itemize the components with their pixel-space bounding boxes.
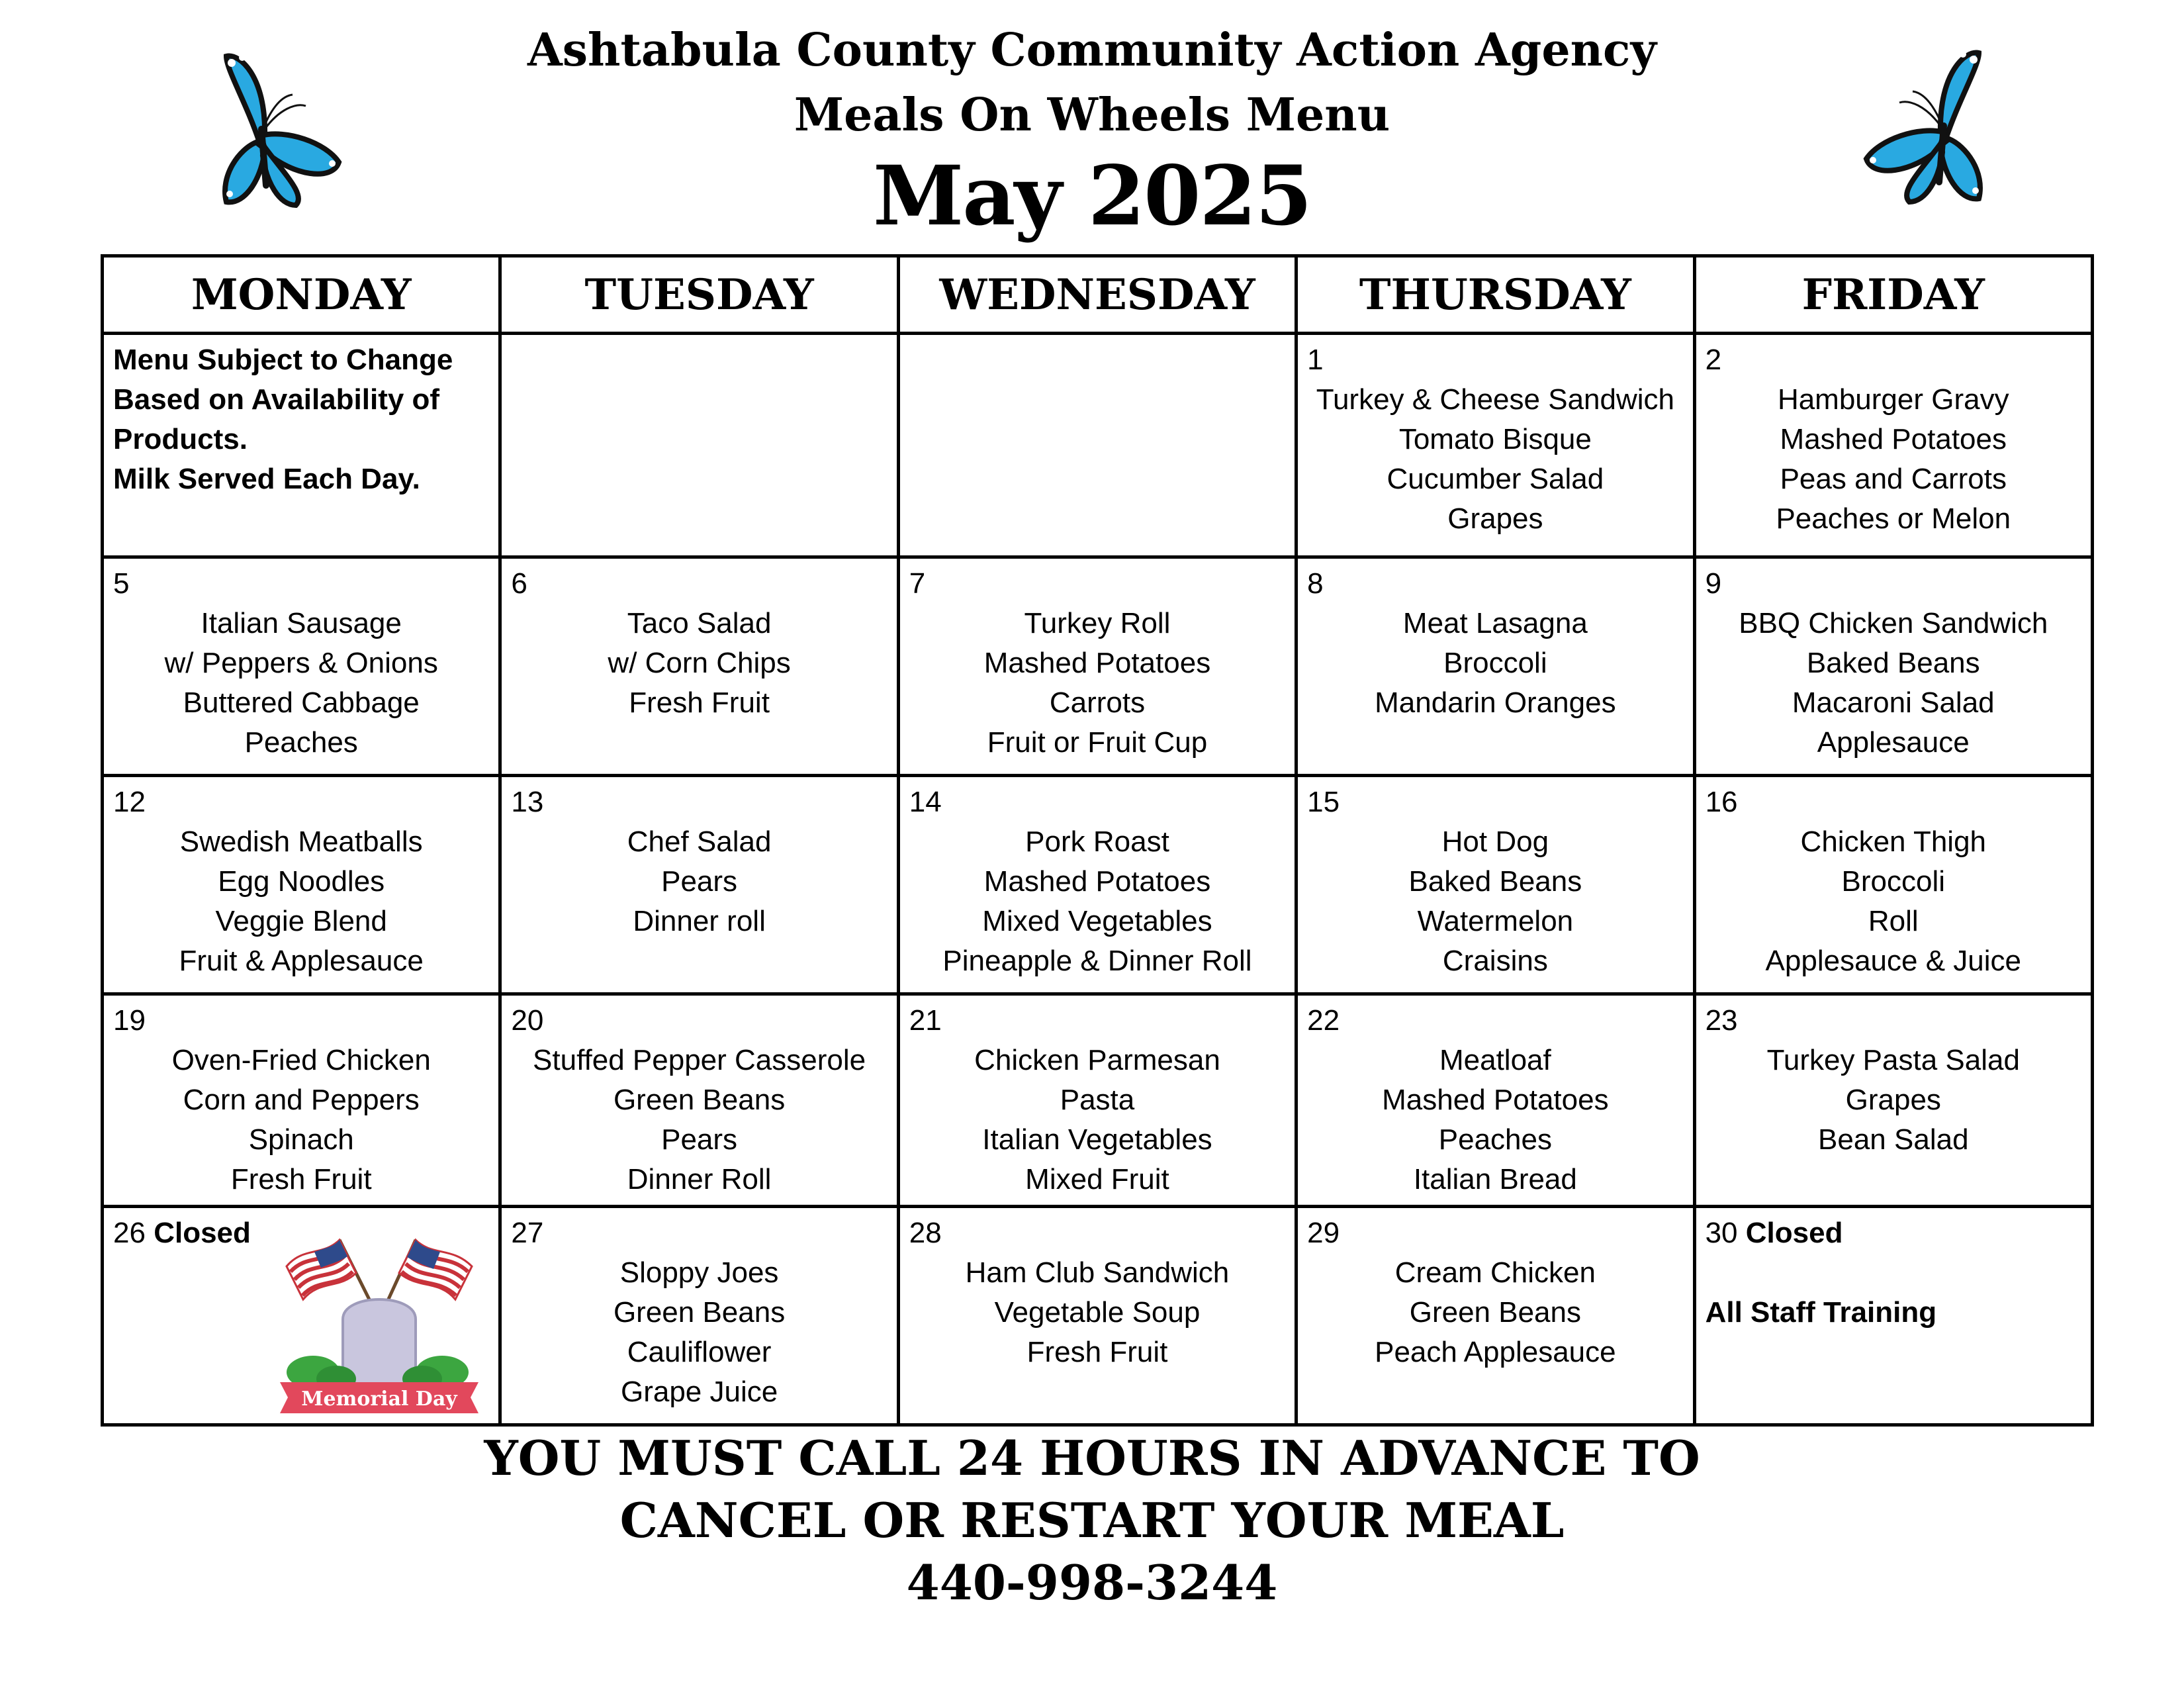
- menu-item: Peach Applesauce: [1375, 1336, 1616, 1368]
- day-cell: [1297, 557, 1694, 776]
- menu-item: Cucumber Salad: [1387, 463, 1604, 495]
- menu-item: Peaches: [244, 726, 358, 759]
- day-cell: [1694, 334, 2092, 557]
- day-cell: [1694, 776, 2092, 994]
- menu-item: Carrots: [1049, 686, 1146, 719]
- day-number: 13: [511, 786, 544, 818]
- menu-item: Peas and Carrots: [1780, 463, 2007, 495]
- menu-item: Mixed Vegetables: [982, 905, 1212, 937]
- menu-item: Hot Dog: [1441, 825, 1549, 858]
- day-number-value: 30: [1705, 1217, 1738, 1249]
- menu-item: Cauliflower: [627, 1336, 772, 1368]
- note-line: Based on Availability of: [113, 383, 440, 416]
- header-tuesday: TUESDAY: [500, 256, 898, 334]
- day-cell: [103, 557, 500, 776]
- day-number: 23: [1705, 1004, 1738, 1037]
- menu-item: Broccoli: [1841, 865, 1946, 898]
- menu-item: Craisins: [1442, 945, 1548, 977]
- menu-item: w/ Peppers & Onions: [164, 647, 438, 679]
- day-cell: [500, 1207, 898, 1425]
- day-number: 28: [909, 1217, 942, 1249]
- butterfly-icon: [1860, 40, 2032, 205]
- day-number: 19: [113, 1004, 146, 1037]
- day-number: 12: [113, 786, 146, 818]
- day-cell: [898, 1207, 1296, 1425]
- menu-item: Green Beans: [1409, 1296, 1581, 1329]
- header-monday: MONDAY: [103, 256, 500, 334]
- month-title: May 2025: [873, 148, 1311, 244]
- header-wednesday: WEDNESDAY: [898, 256, 1296, 334]
- menu-item: Chef Salad: [627, 825, 772, 858]
- menu-item: Turkey Roll: [1024, 607, 1171, 639]
- day-cell: [1694, 557, 2092, 776]
- day-cell: [1297, 776, 1694, 994]
- menu-item: Italian Vegetables: [982, 1123, 1212, 1156]
- menu-item: Mixed Fruit: [1025, 1163, 1169, 1196]
- day-number: 27: [511, 1217, 544, 1249]
- day-cell: [1694, 1207, 2092, 1425]
- day-cell: [898, 994, 1296, 1207]
- empty-day-cell: [500, 334, 898, 557]
- day-number: 14: [909, 786, 942, 818]
- menu-item: Grapes: [1447, 502, 1543, 535]
- menu-item: Hamburger Gravy: [1777, 383, 2009, 416]
- menu-item: Mashed Potatoes: [983, 647, 1211, 679]
- phone-number: 440-998-3244: [906, 1554, 1278, 1611]
- note-line: Products.: [113, 423, 248, 455]
- organization-title: Ashtabula County Community Action Agency: [527, 24, 1657, 77]
- menu-item: Pork Roast: [1025, 825, 1169, 858]
- menu-item: Watermelon: [1417, 905, 1574, 937]
- menu-item: Egg Noodles: [218, 865, 385, 898]
- menu-item: Dinner roll: [633, 905, 766, 937]
- menu-item: Broccoli: [1443, 647, 1547, 679]
- menu-item: Fresh Fruit: [629, 686, 770, 719]
- menu-item: Peaches: [1438, 1123, 1552, 1156]
- menu-item: Pears: [661, 1123, 738, 1156]
- week-row: [103, 994, 2093, 1207]
- staff-training-note: All Staff Training: [1705, 1296, 1937, 1329]
- menu-item: Italian Bread: [1413, 1163, 1577, 1196]
- menu-item: Taco Salad: [627, 607, 772, 639]
- note-line: Menu Subject to Change: [113, 344, 453, 376]
- week-row: [103, 334, 2093, 557]
- memorial-day-icon: [273, 1220, 485, 1419]
- day-number: 5: [113, 567, 130, 600]
- menu-item: Dinner Roll: [627, 1163, 772, 1196]
- week-row: [103, 1207, 2093, 1425]
- weekday-header-row: [103, 256, 2093, 334]
- day-cell: [1694, 994, 2092, 1207]
- day-cell: [500, 776, 898, 994]
- menu-item: Turkey Pasta Salad: [1766, 1044, 2020, 1076]
- menu-item: Fruit & Applesauce: [179, 945, 424, 977]
- menu-subtitle: Meals On Wheels Menu: [794, 89, 1390, 142]
- menu-item: Oven-Fried Chicken: [171, 1044, 431, 1076]
- day-number: 16: [1705, 786, 1738, 818]
- menu-item: Pineapple & Dinner Roll: [942, 945, 1252, 977]
- day-cell: [103, 776, 500, 994]
- menu-item: Baked Beans: [1806, 647, 1980, 679]
- menu-item: Green Beans: [613, 1084, 786, 1116]
- menu-item: Mashed Potatoes: [1382, 1084, 1609, 1116]
- cancel-notice-line2: CANCEL OR RESTART YOUR MEAL: [619, 1492, 1565, 1548]
- menu-item: Pasta: [1060, 1084, 1135, 1116]
- cancel-notice-line1: YOU MUST CALL 24 HOURS IN ADVANCE TO: [484, 1430, 1700, 1486]
- menu-item: w/ Corn Chips: [608, 647, 791, 679]
- menu-calendar: [101, 254, 2094, 1427]
- svg-text:Memorial Day: Memorial Day: [301, 1387, 458, 1411]
- day-number: 9: [1705, 567, 1722, 600]
- menu-item: Buttered Cabbage: [183, 686, 420, 719]
- empty-day-cell: [898, 334, 1296, 557]
- menu-item: Cream Chicken: [1394, 1256, 1596, 1289]
- closed-label: Closed: [1745, 1217, 1843, 1249]
- header-thursday: THURSDAY: [1297, 256, 1694, 334]
- day-cell: [103, 994, 500, 1207]
- menu-note-cell: [103, 334, 500, 557]
- menu-item: Fresh Fruit: [230, 1163, 372, 1196]
- week-row: [103, 557, 2093, 776]
- header-friday: FRIDAY: [1694, 256, 2092, 334]
- menu-item: Vegetable Soup: [994, 1296, 1201, 1329]
- day-cell: [1297, 1207, 1694, 1425]
- menu-item: Turkey & Cheese Sandwich: [1316, 383, 1675, 416]
- menu-item: Baked Beans: [1408, 865, 1582, 898]
- menu-item: Mashed Potatoes: [983, 865, 1211, 898]
- menu-item: Fresh Fruit: [1026, 1336, 1168, 1368]
- day-number: 7: [909, 567, 926, 600]
- menu-item: Meatloaf: [1439, 1044, 1551, 1076]
- menu-item: Bean Salad: [1818, 1123, 1969, 1156]
- day-number: 15: [1307, 786, 1340, 818]
- note-line: Milk Served Each Day.: [113, 463, 420, 495]
- closed-label: Closed: [154, 1217, 251, 1249]
- menu-item: Swedish Meatballs: [179, 825, 423, 858]
- day-cell: [1297, 994, 1694, 1207]
- day-cell: [1297, 334, 1694, 557]
- menu-item: Corn and Peppers: [183, 1084, 420, 1116]
- day-number: 1: [1307, 344, 1324, 376]
- menu-item: Roll: [1868, 905, 1919, 937]
- day-number: 22: [1307, 1004, 1340, 1037]
- menu-item: Sloppy Joes: [619, 1256, 779, 1289]
- day-number-value: 26: [113, 1217, 146, 1249]
- menu-item: Applesauce & Juice: [1765, 945, 2022, 977]
- day-cell: [898, 776, 1296, 994]
- menu-item: Peaches or Melon: [1776, 502, 2011, 535]
- day-number: 20: [511, 1004, 544, 1037]
- menu-item: Fruit or Fruit Cup: [987, 726, 1208, 759]
- menu-item: Spinach: [248, 1123, 354, 1156]
- menu-item: Meat Lasagna: [1402, 607, 1588, 639]
- day-cell: [500, 994, 898, 1207]
- day-number: [1706, 1213, 2081, 1253]
- menu-item: Grapes: [1845, 1084, 1941, 1116]
- menu-item: Mashed Potatoes: [1780, 423, 2007, 455]
- day-number: 6: [511, 567, 527, 600]
- menu-item: Mandarin Oranges: [1375, 686, 1616, 719]
- menu-item: Italian Sausage: [201, 607, 402, 639]
- menu-item: Macaroni Salad: [1792, 686, 1995, 719]
- menu-item: Grape Juice: [620, 1376, 778, 1408]
- day-cell: [898, 557, 1296, 776]
- day-number: 21: [909, 1004, 942, 1037]
- butterfly-icon: [173, 43, 345, 209]
- day-cell: [500, 557, 898, 776]
- week-row: [103, 776, 2093, 994]
- menu-item: Green Beans: [613, 1296, 786, 1329]
- day-cell: [103, 1207, 500, 1425]
- menu-item: Ham Club Sandwich: [965, 1256, 1230, 1289]
- menu-item: Chicken Parmesan: [974, 1044, 1220, 1076]
- day-number: 8: [1307, 567, 1324, 600]
- menu-item: Pears: [661, 865, 738, 898]
- menu-item: Veggie Blend: [215, 905, 387, 937]
- menu-item: Stuffed Pepper Casserole: [533, 1044, 866, 1076]
- day-number: 2: [1705, 344, 1722, 376]
- day-number: 29: [1307, 1217, 1340, 1249]
- menu-item: BBQ Chicken Sandwich: [1739, 607, 2048, 639]
- menu-item: Chicken Thigh: [1800, 825, 1987, 858]
- menu-item: Applesauce: [1817, 726, 1970, 759]
- menu-item: Tomato Bisque: [1398, 423, 1592, 455]
